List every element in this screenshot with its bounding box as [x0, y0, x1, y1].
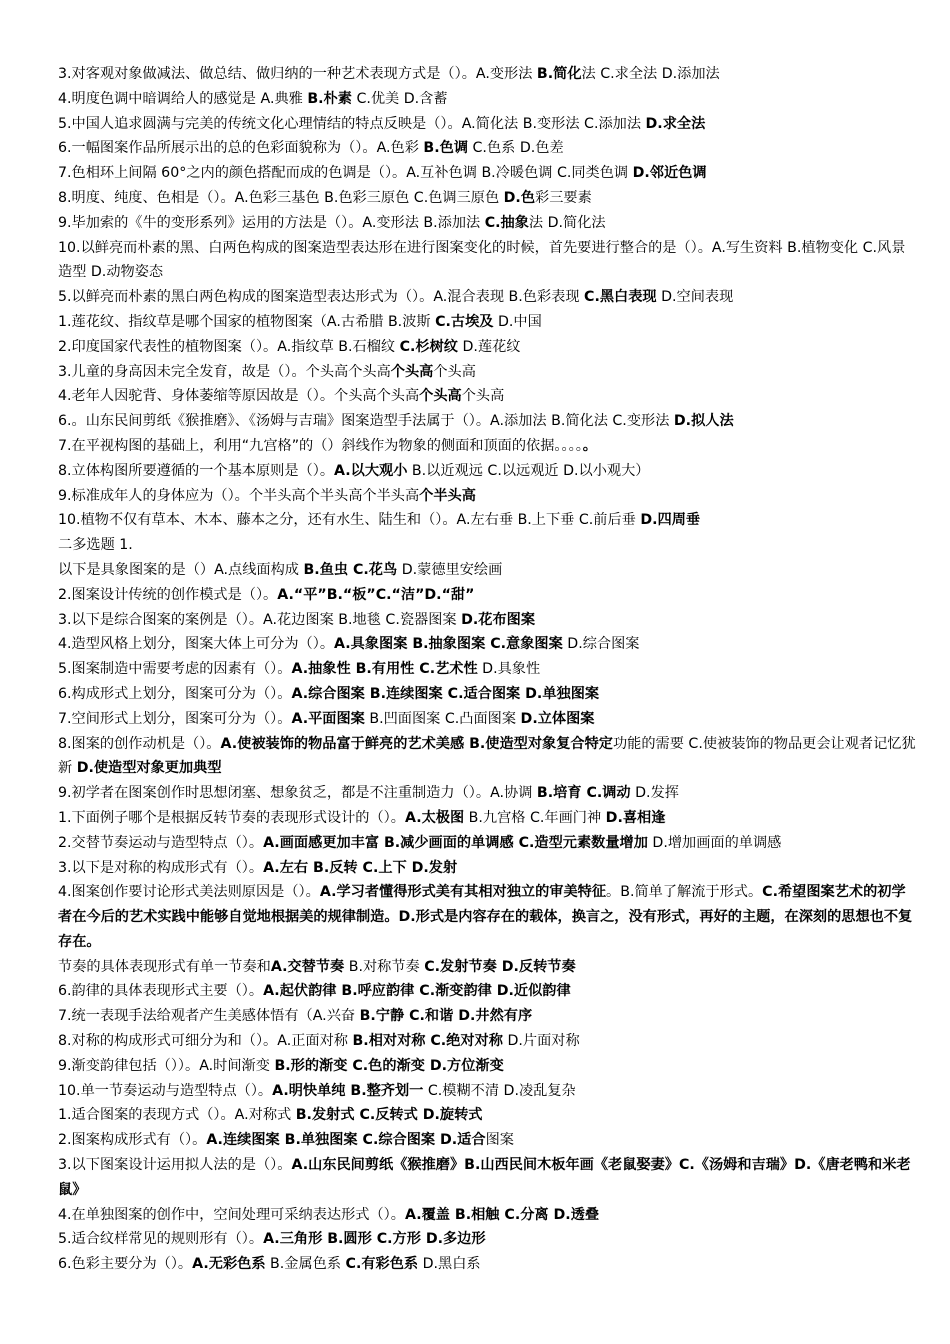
text-line	[58, 732, 918, 782]
answer-text: D.色	[503, 189, 536, 206]
answer-text: A.起伏韵律 B.呼应韵律 C.渐变韵律 D.近似韵律	[263, 983, 571, 1000]
question-text: 5.以鲜亮而朴素的黑白两色构成的图案造型表达形式为（）。A.混合表现 B.色彩表现	[58, 289, 585, 306]
question-text: 5.图案制造中需要考虑的因素有（）。	[58, 661, 292, 678]
question-text: 4.明度色调中暗调给人的感觉是 A.典雅	[58, 90, 308, 107]
answer-text: A.连续图案 B.单独图案 C.综合图案 D.适合	[206, 1132, 486, 1149]
question-text: 2.交替节奏运动与造型特点（）。	[58, 834, 264, 851]
question-text: 5.中国人追求圆满与完美的传统文化心理情结的特点反映是（）。A.简化法 B.变形法 C.添加法	[58, 115, 646, 132]
answer-text: D.喜相逢	[605, 809, 666, 826]
question-text: C.模糊不清 D.凌乱复杂	[423, 1082, 576, 1099]
question-text: 6.。山东民间剪纸《猴推磨》、《汤姆与吉瑞》图案造型手法属于（）。A.添加法 B.简化法 C.变形法	[58, 413, 674, 430]
question-text: 8.立体构图所要遵循的一个基本原则是（）。	[58, 462, 335, 479]
answer-text: B.培育 C.调动	[536, 785, 631, 802]
text-line	[58, 707, 918, 732]
question-text: 4.图案创作要讨论形式美法则原因是（）。	[58, 884, 320, 901]
question-text: 8.对称的构成形式可细分为和（）。A.正面对称	[58, 1033, 353, 1050]
answer-text: A.画面感更加丰富 B.减少画面的单调感 C.造型元素数量增加	[263, 834, 648, 851]
answer-text: A.无彩色系	[192, 1256, 266, 1273]
text-line	[58, 285, 918, 310]
question-text: 3.以下是综合图案的案例是（）。A.花边图案 B.地毯 C.瓷器图案	[58, 611, 462, 628]
question-text: 。B.简单了解流于形式。	[606, 884, 763, 901]
answer-text: B.朴素	[307, 90, 352, 107]
text-line	[58, 1203, 918, 1228]
question-text: 二多选题 1.	[58, 537, 133, 554]
text-line	[58, 682, 918, 707]
question-text: 9.渐变韵律包括（））。A.时间渐变	[58, 1057, 275, 1074]
question-text: 功能的需要 C.使被装饰的物品更会让观者记忆犹新	[58, 735, 916, 777]
text-line	[58, 409, 918, 434]
answer-text: C.黑白表现	[584, 289, 657, 306]
question-text: B.以近观远 C.以远观近 D.以小观大）	[407, 462, 650, 479]
question-text: B.金属色系	[265, 1256, 346, 1273]
question-text: C.优美 D.含蓄	[351, 90, 448, 107]
text-line	[58, 186, 918, 211]
text-line	[58, 831, 918, 856]
question-text: 个头高	[461, 388, 505, 405]
answer-text: A.三角形 B.圆形 C.方形 D.多边形	[263, 1231, 486, 1248]
answer-text: C.发射节奏 D.反转节奏	[424, 958, 576, 975]
text-line	[58, 236, 918, 286]
answer-text: A.山东民间剪纸《猴推磨》B.山西民间木板年画《老鼠娶妻》C.《汤姆和吉瑞》D.《唐老鸭和米老鼠》	[58, 1157, 911, 1198]
question-text: D.空间表现	[656, 289, 734, 306]
text-line	[58, 112, 918, 137]
question-text: 10.以鲜亮而朴素的黑、白两色构成的图案造型表达形在进行图案变化的时候，首先要进行整合的是（）。A.写生资料 B.植物变化 C.风景造型 D.动物姿态	[58, 239, 906, 281]
text-line	[58, 1004, 918, 1029]
answer-text: C.抽象	[484, 214, 529, 231]
answer-text: B.宁静 C.和谐 D.井然有序	[359, 1008, 533, 1025]
question-text: 3.对客观对象做减法、做总结、做归纳的一种艺术表现方式是（）。A.变形法	[58, 66, 537, 82]
text-line	[58, 558, 918, 583]
answer-text: B.相对对称 C.绝对对称	[352, 1033, 503, 1050]
text-line	[58, 806, 918, 831]
answer-text: 个头高	[390, 363, 434, 380]
answer-text: D.四周垂	[640, 512, 701, 529]
question-text: 4.老年人因驼背、身体萎缩等原因故是（）。个头高个头高	[58, 388, 420, 405]
question-text: 6.一幅图案作品所展示出的总的色彩面貌称为（）。A.色彩	[58, 140, 424, 157]
question-text: 4.在单独图案的创作中，空间处理可采纳表达形式（）。	[58, 1206, 405, 1223]
text-line	[58, 955, 918, 980]
text-line	[58, 384, 918, 409]
question-text: 6.构成形式上划分，图案可分为（）。	[58, 685, 292, 702]
question-text: 4.造型风格上划分，图案大体上可分为（）。	[58, 636, 335, 653]
text-line	[58, 136, 918, 161]
answer-text: C.有彩色系	[345, 1256, 419, 1273]
text-line	[58, 62, 918, 87]
question-text: 7.色相环上间隔 60°之内的颜色搭配而成的色调是（）。A.互补色调 B.冷暖色调 C.同类色调	[58, 165, 633, 182]
text-line	[58, 434, 918, 459]
question-text: D.增加画面的单调感	[647, 834, 782, 851]
question-text: 3.以下图案设计运用拟人法的是（）。	[58, 1157, 292, 1174]
question-text: 8.图案的创作动机是（）。	[58, 735, 221, 752]
question-text: 6.色彩主要分为（）。	[58, 1256, 193, 1273]
text-line	[58, 632, 918, 657]
text-line	[58, 360, 918, 385]
answer-text: D.花布图案	[461, 611, 536, 628]
answer-text: A.平面图案	[291, 710, 365, 727]
text-line	[58, 508, 918, 533]
answer-text: A.左右 B.反转 C.上下 D.发射	[263, 859, 458, 876]
question-text: D.发挥	[630, 785, 679, 802]
question-text: 5.适合纹样常见的规则形有（）。	[58, 1231, 264, 1248]
question-text: B.九宫格 C.年画门神	[464, 809, 606, 826]
text-line	[58, 533, 918, 558]
answer-text: B.形的渐变 C.色的渐变 D.方位渐变	[274, 1057, 504, 1074]
question-text: 法 D.简化法	[528, 214, 606, 231]
question-text: 1.莲花纹、指纹草是哪个国家的植物图案（A.古希腊 B.波斯	[58, 313, 436, 330]
text-line	[58, 1128, 918, 1153]
answer-text: A.交替节奏	[270, 958, 345, 975]
text-line	[58, 1252, 918, 1277]
text-line	[58, 1054, 918, 1079]
text-line	[58, 211, 918, 236]
text-line	[58, 310, 918, 335]
question-text: 9.标准成年人的身体应为（）。个半头高个半头高个半头高	[58, 487, 420, 504]
answer-text: A.以大观小	[334, 462, 408, 479]
answer-text: A.综合图案 B.连续图案 C.适合图案 D.单独图案	[291, 685, 600, 702]
text-line	[58, 583, 918, 608]
text-line	[58, 979, 918, 1004]
answer-text: A.使被装饰的物品富于鲜亮的艺术美感 B.使造型对象复合特定	[220, 735, 613, 752]
question-text: 3.以下是对称的构成形式有（）。	[58, 859, 264, 876]
question-text: 9.初学者在图案创作时思想闭塞、想象贫乏，都是不注重制造力（）。A.协调	[58, 785, 537, 802]
answer-text: D.求全法	[645, 115, 706, 132]
question-text: 2.图案设计传统的创作模式是（）。	[58, 586, 278, 603]
question-text: 1.适合图案的表现方式（）。A.对称式	[58, 1107, 296, 1124]
answer-text: D.拟人法	[673, 413, 734, 430]
answer-text: D.使造型对象更加典型	[76, 760, 222, 777]
question-text: 10.单一节奏运动与造型特点（）。	[58, 1082, 273, 1099]
question-text: D.中国	[493, 313, 542, 330]
question-text: 法 C.求全法 D.添加法	[581, 66, 720, 82]
answer-text: C.杉树纹	[399, 338, 458, 355]
answer-text: 。	[582, 437, 597, 454]
question-text: 2.印度国家代表性的植物图案（）。A.指纹草 B.石榴纹	[58, 338, 400, 355]
answer-text: A.抽象性 B.有用性 C.艺术性	[291, 661, 478, 678]
question-text: 节奏的具体表现形式有单一节奏和	[58, 958, 271, 975]
answer-text: B.发射式 C.反转式 D.旋转式	[295, 1107, 483, 1124]
answer-text: A.“平”B.“板”C.“洁”D.“甜”	[277, 586, 475, 603]
question-text: B.凹面图案 C.凸面图案	[364, 710, 521, 727]
text-line	[58, 608, 918, 633]
text-line	[58, 484, 918, 509]
question-text: D.黑白系	[418, 1256, 481, 1273]
answer-text: A.明快单纯 B.整齐划一	[272, 1082, 424, 1099]
question-text: D.片面对称	[502, 1033, 580, 1050]
answer-text: B.色调	[423, 140, 469, 157]
question-text: 10.植物不仅有草本、木本、藤本之分，还有水生、陆生和（）。A.左右垂 B.上下垂 C.前后垂	[58, 512, 641, 529]
answer-text: 个头高	[419, 388, 462, 405]
answer-text: D.邻近色调	[632, 165, 707, 182]
text-line	[58, 87, 918, 112]
answer-text: A.学习者懂得形式美有其相对独立的审美特征	[319, 884, 607, 901]
question-text: 个头高	[433, 363, 476, 380]
answer-text: A.覆盖 B.相触 C.分离 D.透叠	[404, 1206, 600, 1223]
answer-text: A.具象图案 B.抽象图案 C.意象图案	[334, 636, 563, 653]
text-line	[58, 657, 918, 682]
question-text: D.综合图案	[562, 636, 640, 653]
text-line	[58, 1079, 918, 1104]
question-text: 1.下面例子哪个是根据反转节奏的表现形式设计的（）。	[58, 809, 405, 826]
answer-text: C.希望图案艺术的初学者在今后的艺术实践中能够自觉地根据美的规律制造。D.形式是内容存在的载体，换言之，没有形式，再好的主题，在深刻的思想也不复存在。	[58, 884, 913, 950]
question-text: 9.毕加索的《牛的变形系列》运用的方法是（）。A.变形法 B.添加法	[58, 214, 485, 231]
question-text: 6.韵律的具体表现形式主要（）。	[58, 983, 264, 1000]
question-text: B.对称节奏	[344, 958, 425, 975]
answer-text: B.鱼虫 C.花鸟	[303, 561, 398, 578]
text-line	[58, 880, 918, 954]
answer-text: C.古埃及	[435, 313, 494, 330]
question-text: 8.明度、纯度、色相是（）。A.色彩三基色 B.色彩三原色 C.色调三原色	[58, 189, 504, 206]
text-line	[58, 1029, 918, 1054]
text-line	[58, 1103, 918, 1128]
text-line	[58, 335, 918, 360]
answer-text: B.简化	[536, 66, 582, 82]
question-text: 2.图案构成形式有（）。	[58, 1132, 207, 1149]
question-text: 7.在平视构图的基础上，利用“九宫格”的（）斜线作为物象的侧面和顶面的依据。。。。	[58, 437, 583, 454]
text-line	[58, 161, 918, 186]
document-body	[58, 62, 918, 1277]
question-text: 7.统一表现手法给观者产生美感体悟有（A.兴奋	[58, 1008, 360, 1025]
text-line	[58, 459, 918, 484]
question-text: 3.儿童的身高因未完全发育，故是（）。个头高个头高	[58, 363, 391, 380]
question-text: 彩三要素	[535, 189, 592, 206]
question-text: D.蒙德里安绘画	[397, 561, 503, 578]
question-text: 7.空间形式上划分，图案可分为（）。	[58, 710, 292, 727]
answer-text: D.立体图案	[520, 710, 595, 727]
question-text: D.具象性	[477, 661, 541, 678]
text-line	[58, 1227, 918, 1252]
question-text: 以下是具象图案的是（）A.点线面构成	[58, 561, 304, 578]
answer-text: 个半头高	[419, 487, 476, 504]
question-text: C.色系 D.色差	[468, 140, 564, 157]
question-text: D.莲花纹	[457, 338, 521, 355]
answer-text: A.太极图	[404, 809, 465, 826]
text-line	[58, 1153, 918, 1203]
text-line	[58, 781, 918, 806]
question-text: 图案	[485, 1132, 514, 1149]
text-line	[58, 856, 918, 881]
